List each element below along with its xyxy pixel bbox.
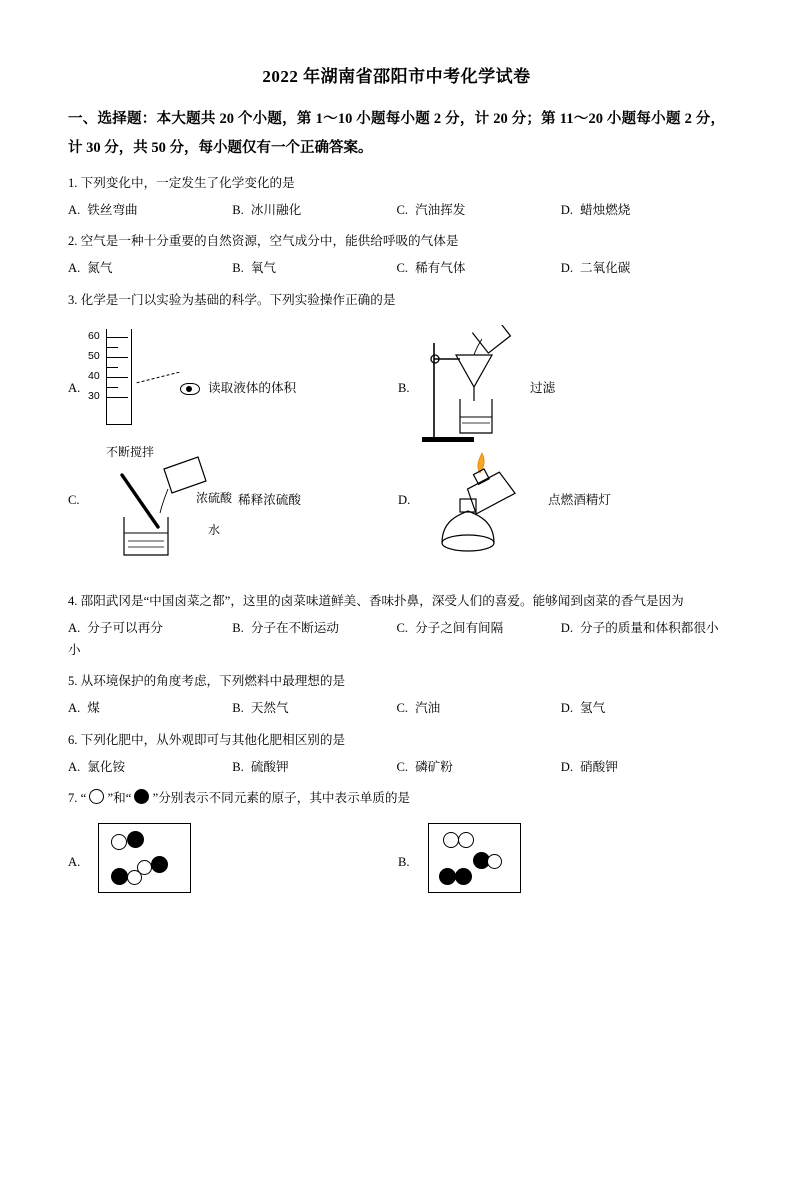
open-atom-icon xyxy=(111,834,127,850)
question-1 xyxy=(68,172,725,194)
cylinder-tick xyxy=(106,337,128,338)
option-b[interactable] xyxy=(232,698,396,719)
question-6-number: 6. xyxy=(68,732,78,747)
question-6 xyxy=(68,729,725,751)
option-c-text: 磷矿粉 xyxy=(415,759,453,774)
molecule-box-b xyxy=(428,823,521,893)
option-d[interactable] xyxy=(561,200,725,221)
question-4-text: 邵阳武冈是“中国卤菜之都”，这里的卤菜味道鲜美、香味扑鼻，深受人们的喜爱。能够闻到卤菜的香气是因为 xyxy=(80,593,684,608)
question-5-number: 5. xyxy=(68,674,78,689)
option-d[interactable] xyxy=(561,698,725,719)
cylinder-tick xyxy=(106,377,128,378)
question-1-text: 下列变化中，一定发生了化学变化的是 xyxy=(80,176,295,190)
option-c-text: 汽油 xyxy=(415,701,441,716)
figure-option-a-label: A. xyxy=(68,380,81,395)
question-2-options xyxy=(68,258,725,279)
option-d[interactable] xyxy=(561,618,725,639)
open-atom-icon xyxy=(487,854,502,869)
cylinder-tick xyxy=(106,387,118,388)
option-c[interactable] xyxy=(397,258,561,279)
option-a[interactable] xyxy=(68,757,232,778)
option-b-label: B. xyxy=(232,701,244,716)
option-c-label: C. xyxy=(396,620,409,635)
molecule-box-a xyxy=(98,823,191,893)
option-d-text: 氢气 xyxy=(580,701,606,716)
option-a-label: A. xyxy=(68,620,81,635)
option-a[interactable] xyxy=(68,618,232,639)
filled-atom-icon xyxy=(455,868,472,885)
cylinder-tick xyxy=(106,397,128,398)
option-c-label: C. xyxy=(396,203,409,218)
option-c-text: 分子之间有间隔 xyxy=(415,620,504,635)
option-a-label: A. xyxy=(68,203,81,218)
open-atom-icon xyxy=(443,832,459,848)
annotation-water: 水 xyxy=(208,522,221,537)
cylinder-scale-50: 50 xyxy=(88,349,100,362)
option-a-text: 氮气 xyxy=(87,261,113,276)
option-b[interactable] xyxy=(232,200,396,221)
figure-option-b-caption: 过滤 xyxy=(530,380,556,395)
annotation-stirring: 不断搅拌 xyxy=(106,444,155,459)
sight-line xyxy=(137,372,180,384)
alcohol-lamp-icon xyxy=(420,449,550,561)
question-4-options xyxy=(68,618,725,639)
figure-option-d-caption: 点燃酒精灯 xyxy=(548,492,611,507)
option-b[interactable] xyxy=(232,618,396,639)
question-2 xyxy=(68,230,725,252)
filled-atom-icon xyxy=(127,831,144,848)
option-b[interactable] xyxy=(232,757,396,778)
filled-atom-icon xyxy=(439,868,456,885)
option-d[interactable] xyxy=(561,258,725,279)
option-b-label: B. xyxy=(232,759,244,774)
option-b-text: 天然气 xyxy=(250,701,289,716)
question-4-option-wrap: 小 xyxy=(68,643,81,658)
question-6-text: 下列化肥中，从外观即可与其他化肥相区别的是 xyxy=(80,732,346,747)
option-d[interactable] xyxy=(561,757,725,778)
question-5 xyxy=(68,670,725,692)
cylinder-scale-30: 30 xyxy=(88,389,100,402)
option-a-text: 分子可以再分 xyxy=(87,620,163,635)
figure-option-a-caption: 读取液体的体积 xyxy=(208,380,297,395)
option-a-label: A. xyxy=(68,701,81,716)
question-3-figures xyxy=(68,321,725,581)
annotation-concentrated-acid: 浓硫酸 xyxy=(196,490,233,505)
filled-atom-icon xyxy=(134,789,149,804)
molecule-option-a-label: A. xyxy=(68,855,81,870)
question-2-number: 2. xyxy=(68,234,78,249)
option-d-label: D. xyxy=(560,701,573,716)
cylinder-scale-40: 40 xyxy=(88,369,100,382)
dilution-apparatus-icon xyxy=(102,455,232,565)
option-a[interactable] xyxy=(68,258,232,279)
option-c-label: C. xyxy=(396,701,409,716)
open-atom-icon xyxy=(458,832,474,848)
question-1-number: 1. xyxy=(68,176,78,190)
cylinder-scale-60: 60 xyxy=(88,329,100,342)
figure-option-c-caption: 稀释浓硫酸 xyxy=(238,492,301,507)
option-d-label: D. xyxy=(560,203,573,218)
option-b-text: 硫酸钾 xyxy=(250,759,289,774)
option-d-label: D. xyxy=(560,261,573,276)
question-2-text: 空气是一种十分重要的自然资源，空气成分中，能供给呼吸的气体是 xyxy=(80,234,459,249)
option-b-text: 氧气 xyxy=(250,261,276,276)
option-a-text: 煤 xyxy=(87,701,100,716)
option-b[interactable] xyxy=(232,258,396,279)
cylinder-tick xyxy=(106,357,128,358)
question-1-options xyxy=(68,200,725,221)
open-atom-icon xyxy=(127,870,142,885)
question-7-text-prefix: “ xyxy=(80,791,87,806)
option-a-label: A. xyxy=(68,759,81,774)
exam-paper-page xyxy=(0,62,793,1184)
molecule-option-b-label: B. xyxy=(398,855,410,870)
option-d-text: 二氧化碳 xyxy=(580,261,631,276)
option-d-label: D. xyxy=(560,759,573,774)
question-7-number: 7. xyxy=(68,791,78,806)
option-a-label: A. xyxy=(68,261,81,276)
option-a-text: 铁丝弯曲 xyxy=(87,203,138,218)
question-5-options xyxy=(68,698,725,719)
figure-option-d-label: D. xyxy=(398,492,411,507)
option-b-text: 冰川融化 xyxy=(250,203,302,218)
question-3-number: 3. xyxy=(68,292,78,307)
eye-icon xyxy=(180,383,200,395)
open-atom-icon xyxy=(89,789,104,804)
option-c-label: C. xyxy=(396,261,409,276)
question-7-figures xyxy=(68,817,725,903)
cylinder-tick xyxy=(106,367,118,368)
option-c[interactable] xyxy=(397,200,561,221)
option-c-text: 稀有气体 xyxy=(415,261,466,276)
option-d-text: 分子的质量和体积都很小 xyxy=(580,620,719,635)
option-c-text: 汽油挥发 xyxy=(415,203,466,218)
option-d-text: 硝酸钾 xyxy=(580,759,618,774)
question-3 xyxy=(68,289,725,311)
question-4 xyxy=(68,590,725,612)
question-3-text: 化学是一门以实验为基础的科学。下列实验操作正确的是 xyxy=(80,292,396,307)
question-4-number: 4. xyxy=(68,593,78,608)
figure-option-c-label: C. xyxy=(68,492,80,507)
filled-atom-icon xyxy=(111,868,128,885)
option-a-text: 氯化铵 xyxy=(87,759,126,774)
page-title: 2022 年湖南省邵阳市中考化学试卷 xyxy=(262,67,531,86)
option-c[interactable] xyxy=(397,698,561,719)
option-b-label: B. xyxy=(232,203,244,218)
option-d-text: 蜡烛燃烧 xyxy=(580,203,631,218)
option-b-label: B. xyxy=(232,261,244,276)
question-7 xyxy=(68,787,725,809)
cylinder-tick xyxy=(106,347,118,348)
section-heading: 一、选择题：本大题共 20 个小题，第 1～10 小题每小题 2 分，计 20 分；第 11～20 小题每小题 2 分，计 30 分，共 50 分，每小题仅有一个正确答案。 xyxy=(68,111,725,156)
question-6-options xyxy=(68,757,725,778)
option-a[interactable] xyxy=(68,698,232,719)
option-c-label: C. xyxy=(396,759,409,774)
filled-atom-icon xyxy=(151,856,168,873)
option-b-label: B. xyxy=(232,620,244,635)
option-c[interactable] xyxy=(397,618,561,639)
option-c[interactable] xyxy=(397,757,561,778)
question-7-text-suffix: ”分别表示不同元素的原子，其中表示单质的是 xyxy=(152,791,411,806)
option-d-label: D. xyxy=(560,620,573,635)
question-5-text: 从环境保护的角度考虑，下列燃料中最理想的是 xyxy=(80,674,346,689)
question-7-text-mid: ”和“ xyxy=(107,791,132,806)
figure-option-b-label: B. xyxy=(398,380,410,395)
option-a[interactable] xyxy=(68,200,232,221)
option-b-text: 分子在不断运动 xyxy=(250,620,339,635)
